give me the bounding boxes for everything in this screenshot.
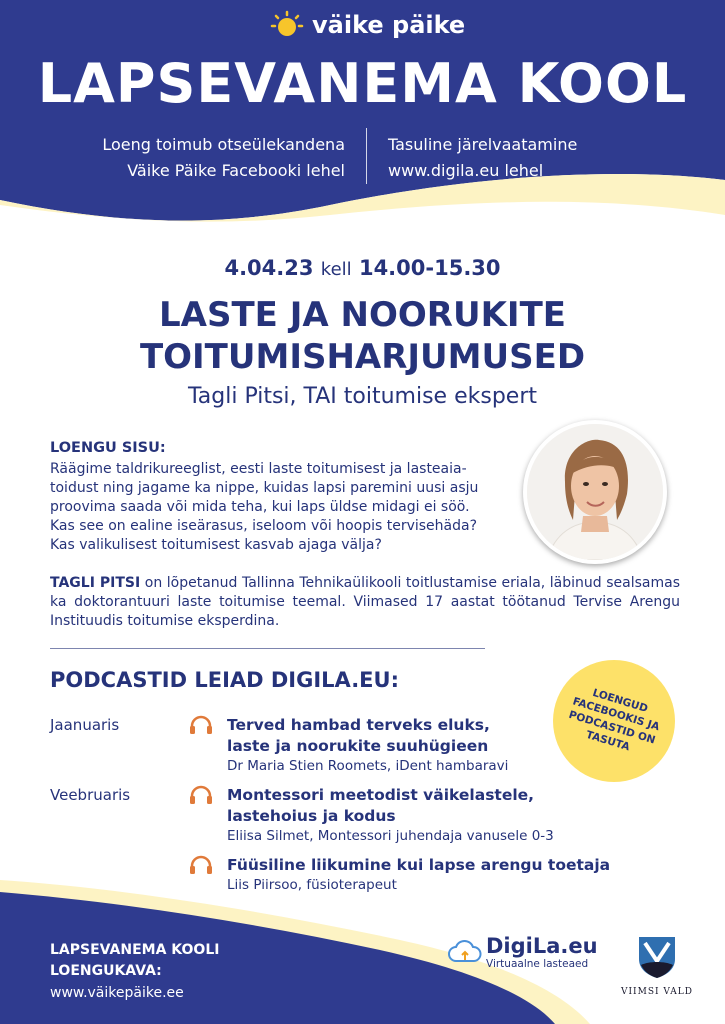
- sisu-line: proovima saada või mida teha, kui laps üldse midagi ei söö.: [50, 499, 470, 515]
- speaker-portrait: [527, 424, 663, 560]
- headphones-icon: [188, 714, 214, 736]
- lecture-title-line: TOITUMISHARJUMUSED: [139, 337, 586, 377]
- lecture-date-line: [0, 256, 725, 280]
- free-badge-text: LOENGUD FACEBOOKIS JA PODCASTID ON TASUTA: [567, 686, 661, 754]
- sisu-line: Räägime taldrikureeglist, eesti laste toitumisest ja lasteaia-: [50, 461, 467, 477]
- bio-name: TAGLI PITSI: [50, 575, 141, 591]
- footer-line: LOENGUKAVA:: [50, 963, 162, 979]
- logo-text: väike päike: [312, 11, 466, 39]
- headphones-icon: [188, 854, 214, 876]
- lecturer-name: Tagli Pitsi, TAI toitumise ekspert: [187, 384, 537, 409]
- lecture-kell: kell: [320, 259, 352, 280]
- logo: [270, 10, 465, 40]
- lecture-title-line: LASTE JA NOORUKITE: [159, 295, 566, 335]
- speaker-bio: [50, 574, 680, 631]
- podcast-month: Veebruaris: [50, 786, 131, 804]
- bio-text: on lõpetanud Tallinna Tehnikaülikooli toitlustamise eriala, läbinud sealsamas ka doktorantuuri laste toitumise teemal. Viimased 17 aastat töötanud Tervise Arengu Instituudis toitumise eksperdina.: [50, 575, 680, 629]
- footer-title: [50, 940, 219, 982]
- header-right-info: [388, 132, 688, 184]
- digila-logo: [448, 934, 598, 970]
- podcast-item: [227, 785, 554, 846]
- headphones-icon: [188, 784, 214, 806]
- header-separator: [366, 128, 367, 184]
- podcast-heading: PODCASTID LEIAD DIGILA.EU:: [50, 668, 399, 692]
- lecture-date: 4.04.23: [224, 256, 314, 280]
- podcast-author: Dr Maria Stien Roomets, iDent hambaravi: [227, 758, 509, 774]
- header-left-line: Loeng toimub otseülekandena: [102, 135, 345, 154]
- digila-name: DigiLa.eu: [486, 934, 598, 958]
- podcast-title-line: lastehoius ja kodus: [227, 807, 396, 825]
- lecture-title: [0, 294, 725, 378]
- free-badge: [553, 660, 675, 782]
- cloud-icon: [448, 939, 482, 965]
- podcast-month: Jaanuaris: [50, 716, 120, 734]
- viimsi-crest-icon: [637, 935, 677, 979]
- sisu-line: toidust ning jagame ka nippe, kuidas lapsi paremini uusi asju: [50, 480, 479, 496]
- podcast-title-line: laste ja noorukite suuhügieen: [227, 737, 489, 755]
- main-title: LAPSEVANEMA KOOL: [37, 52, 688, 115]
- footer-line: LAPSEVANEMA KOOLI: [50, 942, 220, 958]
- speaker-photo: [523, 420, 667, 564]
- viimsi-logo: [612, 935, 702, 997]
- podcast-title-line: Montessori meetodist väikelastele,: [227, 786, 535, 804]
- podcast-author: Liis Piirsoo, füsioterapeut: [227, 877, 397, 893]
- sun-icon: [270, 10, 304, 40]
- footer-url[interactable]: www.väikepäike.ee: [50, 985, 184, 1001]
- sisu-heading: LOENGU SISU:: [50, 440, 166, 456]
- podcast-title-line: Füüsiline liikumine kui lapse arengu toetaja: [227, 856, 611, 874]
- sisu-line: Kas see on ealine iseärasus, iseloom või hoopis tervisehäda?: [50, 518, 478, 534]
- podcast-title-line: Terved hambad terveks eluks,: [227, 716, 490, 734]
- sisu-text: [50, 460, 520, 555]
- podcast-author: Eliisa Silmet, Montessori juhendaja vanusele 0-3: [227, 828, 554, 844]
- podcast-item: [227, 715, 508, 776]
- viimsi-name: VIIMSI VALD: [621, 987, 693, 997]
- header-left-line: Väike Päike Facebooki lehel: [127, 161, 345, 180]
- header-left-info: [60, 132, 345, 184]
- header-right-line: www.digila.eu lehel: [388, 161, 544, 180]
- lecture-time: 14.00-15.30: [358, 256, 501, 280]
- section-divider: [50, 648, 485, 649]
- header-right-line: Tasuline järelvaatamine: [388, 135, 578, 154]
- digila-subtitle: Virtuaalne lasteaed: [486, 958, 589, 970]
- sisu-line: Kas valikulisest toitumisest kasvab ajaga välja?: [50, 537, 382, 553]
